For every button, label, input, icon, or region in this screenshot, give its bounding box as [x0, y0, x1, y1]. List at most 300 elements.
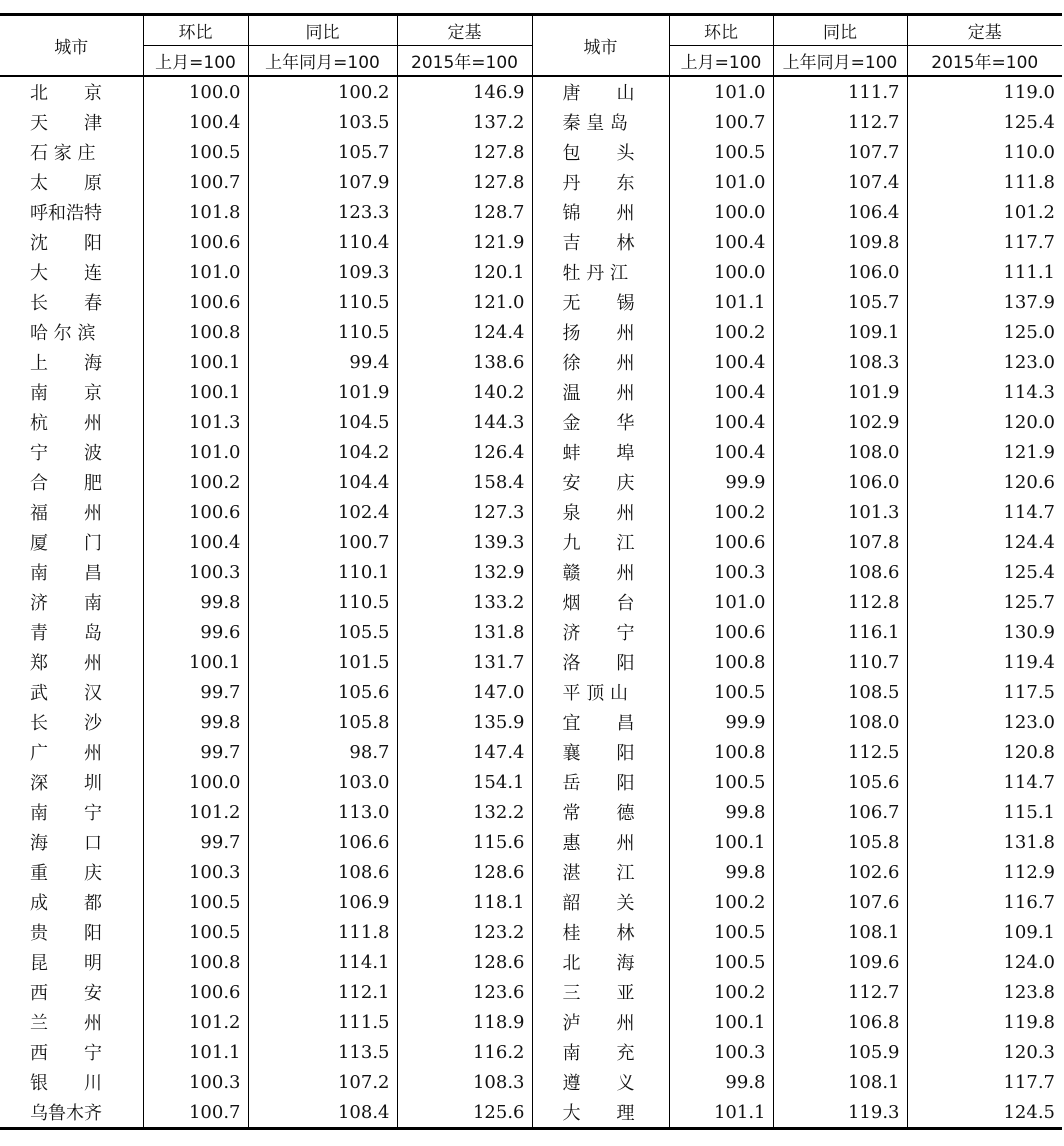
cell-city-right: [532, 287, 669, 317]
header-city-left: 城市: [0, 15, 143, 77]
cell-yoy-right: 106.4: [773, 197, 907, 227]
city-name: 唐 山: [562, 83, 635, 104]
cell-fixed-left: 108.3: [397, 1067, 532, 1097]
city-name: 西 宁: [30, 1043, 102, 1064]
cell-city-left: [0, 557, 143, 587]
cell-yoy-left: 112.1: [248, 977, 397, 1007]
cell-mom-right: 99.9: [669, 467, 773, 497]
cell-city-left: [0, 1097, 143, 1129]
cell-city-right: [532, 827, 669, 857]
cell-city-left: [0, 827, 143, 857]
cell-yoy-left: 113.5: [248, 1037, 397, 1067]
cell-city-right: [532, 377, 669, 407]
cell-yoy-right: 102.9: [773, 407, 907, 437]
header-row-1: [0, 15, 1062, 46]
header-mom-right: 环比: [669, 15, 773, 46]
cell-fixed-left: 128.6: [397, 947, 532, 977]
cell-fixed-left: 137.2: [397, 107, 532, 137]
table-row: [0, 1037, 1062, 1067]
header-fixed-left: 定基: [397, 15, 532, 46]
cell-mom-left: 99.6: [143, 617, 248, 647]
cell-fixed-right: 120.0: [1003, 411, 1055, 433]
cell-city-right: [532, 557, 669, 587]
cell-fixed-right: 115.1: [1003, 801, 1055, 823]
cell-mom-left: 100.6: [143, 287, 248, 317]
cell-fixed-left: 132.9: [397, 557, 532, 587]
cell-fixed-right: 119.0: [1003, 81, 1055, 103]
cell-mom-left: 100.0: [143, 76, 248, 107]
cell-fixed-left: 121.9: [397, 227, 532, 257]
city-name: 牡 丹 江: [562, 263, 628, 284]
cell-fixed-left: 158.4: [397, 467, 532, 497]
cell-yoy-left: 101.9: [248, 377, 397, 407]
cell-mom-left: 100.3: [143, 857, 248, 887]
cell-fixed-right: 116.7: [1003, 891, 1055, 913]
cell-city-right: [532, 617, 669, 647]
cell-mom-right: 100.5: [669, 677, 773, 707]
cell-fixed-left: 127.8: [397, 137, 532, 167]
cell-mom-left: 100.5: [143, 137, 248, 167]
cell-yoy-left: 123.3: [248, 197, 397, 227]
cell-fixed-right: 117.7: [1003, 231, 1055, 253]
price-index-table-wrapper: [0, 13, 1062, 1130]
cell-yoy-right: 107.4: [773, 167, 907, 197]
cell-mom-left: 100.3: [143, 1067, 248, 1097]
city-name: 蚌 埠: [562, 443, 635, 464]
table-row: [0, 587, 1062, 617]
city-name: 海 口: [30, 833, 102, 854]
city-name: 扬 州: [562, 323, 635, 344]
cell-fixed-right: 119.8: [1003, 1011, 1055, 1033]
cell-city-left: [0, 167, 143, 197]
cell-yoy-left: 104.4: [248, 467, 397, 497]
cell-yoy-right: 106.8: [773, 1007, 907, 1037]
cell-mom-right: 99.9: [669, 707, 773, 737]
cell-yoy-left: 104.2: [248, 437, 397, 467]
cell-city-left: [0, 677, 143, 707]
cell-mom-right: 101.1: [669, 287, 773, 317]
cell-yoy-left: 101.5: [248, 647, 397, 677]
cell-yoy-right: 108.6: [773, 557, 907, 587]
cell-fixed-right: 109.1: [1003, 921, 1055, 943]
city-name: 九 江: [562, 533, 635, 554]
cell-fixed-left: 118.1: [397, 887, 532, 917]
cell-city-left: [0, 76, 143, 107]
cell-fixed-right: 120.8: [1003, 741, 1055, 763]
header-mom-base-right: 上月=100: [669, 46, 773, 77]
cell-mom-left: 100.5: [143, 887, 248, 917]
cell-mom-right: 101.0: [669, 587, 773, 617]
cell-city-right: [532, 467, 669, 497]
cell-fixed-left: 121.0: [397, 287, 532, 317]
city-name: 哈 尔 滨: [30, 323, 96, 344]
cell-yoy-right: 109.1: [773, 317, 907, 347]
city-name: 南 昌: [30, 563, 102, 584]
cell-yoy-right: 106.0: [773, 257, 907, 287]
cell-yoy-right: 106.0: [773, 467, 907, 497]
cell-city-right: [532, 407, 669, 437]
cell-yoy-right: 116.1: [773, 617, 907, 647]
cell-yoy-left: 113.0: [248, 797, 397, 827]
cell-fixed-right: 120.3: [1003, 1041, 1055, 1063]
cell-mom-left: 99.7: [143, 827, 248, 857]
table-row: [0, 767, 1062, 797]
cell-yoy-left: 107.2: [248, 1067, 397, 1097]
cell-mom-left: 99.8: [143, 707, 248, 737]
cell-yoy-right: 109.8: [773, 227, 907, 257]
cell-city-right: [532, 107, 669, 137]
city-name: 济 南: [30, 593, 102, 614]
cell-mom-right: 100.8: [669, 737, 773, 767]
city-name: 太 原: [30, 173, 102, 194]
cell-yoy-left: 105.6: [248, 677, 397, 707]
header-fixed-base-left: 2015年=100: [397, 46, 532, 77]
cell-city-right: [532, 227, 669, 257]
table-row: [0, 137, 1062, 167]
cell-fixed-left: 131.7: [397, 647, 532, 677]
cell-fixed-left: 147.4: [397, 737, 532, 767]
cell-city-left: [0, 797, 143, 827]
city-name: 兰 州: [30, 1013, 102, 1034]
city-name: 呼和浩特: [30, 203, 102, 224]
cell-city-right: [532, 917, 669, 947]
cell-city-right: [532, 527, 669, 557]
cell-city-left: [0, 947, 143, 977]
cell-yoy-right: 105.9: [773, 1037, 907, 1067]
cell-mom-right: 100.7: [669, 107, 773, 137]
cell-yoy-left: 100.2: [248, 76, 397, 107]
table-body: [0, 76, 1062, 1129]
cell-city-left: [0, 437, 143, 467]
city-name: 烟 台: [562, 593, 635, 614]
cell-yoy-right: 101.9: [773, 377, 907, 407]
city-name: 乌鲁木齐: [30, 1103, 102, 1124]
table-row: [0, 377, 1062, 407]
cell-yoy-right: 108.3: [773, 347, 907, 377]
cell-fixed-right: 125.7: [1003, 591, 1055, 613]
table-row: [0, 497, 1062, 527]
cell-fixed-left: 125.6: [397, 1097, 532, 1129]
cell-mom-left: 100.4: [143, 527, 248, 557]
cell-yoy-left: 114.1: [248, 947, 397, 977]
cell-city-right: [532, 137, 669, 167]
cell-city-right: [532, 887, 669, 917]
cell-mom-left: 100.4: [143, 107, 248, 137]
cell-city-right: [532, 767, 669, 797]
city-name: 宁 波: [30, 443, 102, 464]
table-row: [0, 1097, 1062, 1129]
cell-yoy-left: 106.9: [248, 887, 397, 917]
cell-city-right: [532, 1097, 669, 1129]
table-row: [0, 887, 1062, 917]
cell-city-left: [0, 257, 143, 287]
city-name: 深 圳: [30, 773, 102, 794]
city-name: 济 宁: [562, 623, 635, 644]
city-name: 襄 阳: [562, 743, 635, 764]
cell-yoy-left: 110.5: [248, 587, 397, 617]
cell-city-left: [0, 227, 143, 257]
cell-yoy-right: 105.7: [773, 287, 907, 317]
cell-yoy-right: 105.8: [773, 827, 907, 857]
cell-fixed-right: 125.0: [1003, 321, 1055, 343]
cell-yoy-left: 109.3: [248, 257, 397, 287]
city-name: 天 津: [30, 113, 102, 134]
header-city-right: 城市: [532, 15, 669, 77]
cell-mom-right: 100.8: [669, 647, 773, 677]
cell-city-right: [532, 197, 669, 227]
cell-mom-left: 100.5: [143, 917, 248, 947]
table-row: [0, 527, 1062, 557]
table-row: [0, 857, 1062, 887]
cell-mom-left: 99.7: [143, 737, 248, 767]
table-row: [0, 917, 1062, 947]
cell-mom-left: 101.8: [143, 197, 248, 227]
cell-yoy-right: 109.6: [773, 947, 907, 977]
cell-yoy-right: 107.6: [773, 887, 907, 917]
cell-city-left: [0, 857, 143, 887]
cell-mom-right: 100.4: [669, 437, 773, 467]
cell-fixed-left: 128.6: [397, 857, 532, 887]
cell-mom-left: 101.0: [143, 437, 248, 467]
table-row: [0, 797, 1062, 827]
cell-yoy-right: 112.7: [773, 977, 907, 1007]
city-name: 常 德: [562, 803, 635, 824]
city-name: 丹 东: [562, 173, 635, 194]
cell-mom-left: 100.6: [143, 977, 248, 1007]
city-name: 福 州: [30, 503, 102, 524]
cell-yoy-right: 106.7: [773, 797, 907, 827]
cell-yoy-left: 100.7: [248, 527, 397, 557]
cell-city-left: [0, 617, 143, 647]
city-name: 洛 阳: [562, 653, 635, 674]
cell-city-left: [0, 197, 143, 227]
city-name: 三 亚: [562, 983, 635, 1004]
cell-yoy-left: 108.6: [248, 857, 397, 887]
cell-city-left: [0, 587, 143, 617]
table-row: [0, 647, 1062, 677]
cell-yoy-right: 108.5: [773, 677, 907, 707]
cell-yoy-left: 105.5: [248, 617, 397, 647]
cell-fixed-right: 119.4: [1003, 651, 1055, 673]
cell-mom-left: 100.1: [143, 377, 248, 407]
city-name: 北 海: [562, 953, 635, 974]
city-name: 南 充: [562, 1043, 635, 1064]
cell-mom-left: 100.7: [143, 1097, 248, 1129]
city-name: 秦 皇 岛: [562, 113, 628, 134]
city-name: 包 头: [562, 143, 635, 164]
cell-city-right: [532, 737, 669, 767]
cell-fixed-left: 139.3: [397, 527, 532, 557]
cell-fixed-left: 123.2: [397, 917, 532, 947]
cell-fixed-right: 120.6: [1003, 471, 1055, 493]
city-name: 重 庆: [30, 863, 102, 884]
cell-mom-right: 100.2: [669, 497, 773, 527]
cell-yoy-left: 106.6: [248, 827, 397, 857]
cell-mom-right: 100.2: [669, 887, 773, 917]
cell-fixed-left: 123.6: [397, 977, 532, 1007]
cell-mom-left: 100.1: [143, 347, 248, 377]
cell-yoy-right: 105.6: [773, 767, 907, 797]
cell-city-left: [0, 1007, 143, 1037]
cell-city-right: [532, 707, 669, 737]
cell-yoy-right: 107.8: [773, 527, 907, 557]
city-name: 惠 州: [562, 833, 635, 854]
cell-fixed-left: 146.9: [397, 76, 532, 107]
cell-yoy-left: 98.7: [248, 737, 397, 767]
city-name: 遵 义: [562, 1073, 635, 1094]
city-name: 武 汉: [30, 683, 102, 704]
cell-mom-left: 100.6: [143, 227, 248, 257]
table-row: [0, 347, 1062, 377]
table-row: [0, 947, 1062, 977]
cell-mom-left: 101.1: [143, 1037, 248, 1067]
cell-yoy-left: 104.5: [248, 407, 397, 437]
header-row-2: [0, 46, 1062, 77]
cell-mom-left: 100.3: [143, 557, 248, 587]
city-name: 沈 阳: [30, 233, 102, 254]
cell-mom-right: 100.5: [669, 947, 773, 977]
cell-mom-left: 100.7: [143, 167, 248, 197]
cell-fixed-right: 117.7: [1003, 1071, 1055, 1093]
cell-mom-right: 100.6: [669, 617, 773, 647]
cell-fixed-left: 126.4: [397, 437, 532, 467]
city-name: 大 连: [30, 263, 102, 284]
city-name: 徐 州: [562, 353, 635, 374]
cell-yoy-left: 111.5: [248, 1007, 397, 1037]
cell-fixed-right: 114.7: [1003, 771, 1055, 793]
table-row: [0, 167, 1062, 197]
cell-fixed-right: 130.9: [1003, 621, 1055, 643]
header-mom-left: 环比: [143, 15, 248, 46]
cell-fixed-right: 125.4: [1003, 111, 1055, 133]
city-name: 赣 州: [562, 563, 635, 584]
cell-fixed-right: 111.8: [1003, 171, 1055, 193]
cell-yoy-right: 108.1: [773, 917, 907, 947]
city-name: 广 州: [30, 743, 102, 764]
city-name: 厦 门: [30, 533, 102, 554]
cell-city-right: [532, 317, 669, 347]
cell-yoy-left: 102.4: [248, 497, 397, 527]
city-name: 长 沙: [30, 713, 102, 734]
cell-city-left: [0, 497, 143, 527]
city-name: 合 肥: [30, 473, 102, 494]
cell-mom-left: 101.3: [143, 407, 248, 437]
city-name: 吉 林: [562, 233, 635, 254]
table-row: [0, 557, 1062, 587]
cell-mom-right: 100.4: [669, 377, 773, 407]
cell-yoy-left: 105.8: [248, 707, 397, 737]
table-row: [0, 677, 1062, 707]
table-row: [0, 827, 1062, 857]
cell-yoy-right: 108.1: [773, 1067, 907, 1097]
cell-mom-right: 100.5: [669, 767, 773, 797]
cell-fixed-right: 114.3: [1003, 381, 1055, 403]
city-name: 大 理: [562, 1103, 635, 1124]
cell-mom-right: 101.0: [669, 167, 773, 197]
cell-fixed-left: 127.3: [397, 497, 532, 527]
cell-yoy-left: 103.5: [248, 107, 397, 137]
cell-city-left: [0, 377, 143, 407]
header-yoy-right: 同比: [773, 15, 907, 46]
cell-yoy-right: 112.5: [773, 737, 907, 767]
cell-fixed-left: 127.8: [397, 167, 532, 197]
city-name: 无 锡: [562, 293, 635, 314]
cell-city-left: [0, 887, 143, 917]
cell-fixed-right: 117.5: [1003, 681, 1055, 703]
city-name: 北 京: [30, 83, 102, 104]
cell-mom-right: 100.6: [669, 527, 773, 557]
cell-fixed-left: 135.9: [397, 707, 532, 737]
cell-mom-right: 100.5: [669, 137, 773, 167]
cell-yoy-left: 107.9: [248, 167, 397, 197]
cell-fixed-right: 124.0: [1003, 951, 1055, 973]
cell-mom-right: 100.2: [669, 317, 773, 347]
cell-city-right: [532, 677, 669, 707]
cell-yoy-left: 103.0: [248, 767, 397, 797]
cell-fixed-left: 132.2: [397, 797, 532, 827]
city-name: 泸 州: [562, 1013, 635, 1034]
cell-city-right: [532, 497, 669, 527]
cell-fixed-left: 144.3: [397, 407, 532, 437]
cell-fixed-left: 131.8: [397, 617, 532, 647]
cell-yoy-left: 99.4: [248, 347, 397, 377]
header-yoy-base-left: 上年同月=100: [248, 46, 397, 77]
cell-fixed-right: 101.2: [1003, 201, 1055, 223]
cell-fixed-left: 138.6: [397, 347, 532, 377]
cell-city-right: [532, 647, 669, 677]
cell-mom-left: 100.8: [143, 947, 248, 977]
cell-city-left: [0, 1067, 143, 1097]
cell-mom-right: 100.3: [669, 557, 773, 587]
cell-city-right: [532, 167, 669, 197]
cell-city-right: [532, 76, 669, 107]
city-name: 桂 林: [562, 923, 635, 944]
header-mom-base-left: 上月=100: [143, 46, 248, 77]
cell-fixed-right: 137.9: [1003, 291, 1055, 313]
city-name: 石 家 庄: [30, 143, 96, 164]
cell-mom-left: 99.8: [143, 587, 248, 617]
cell-yoy-right: 111.7: [773, 76, 907, 107]
city-name: 岳 阳: [562, 773, 635, 794]
cell-mom-left: 101.2: [143, 1007, 248, 1037]
cell-city-right: [532, 347, 669, 377]
cell-city-left: [0, 737, 143, 767]
table-row: [0, 257, 1062, 287]
city-name: 泉 州: [562, 503, 635, 524]
table-row: [0, 617, 1062, 647]
cell-city-left: [0, 407, 143, 437]
cell-mom-right: 101.1: [669, 1097, 773, 1129]
table-row: [0, 1067, 1062, 1097]
cell-fixed-left: 116.2: [397, 1037, 532, 1067]
cell-yoy-left: 111.8: [248, 917, 397, 947]
cell-city-right: [532, 947, 669, 977]
cell-city-right: [532, 437, 669, 467]
cell-fixed-right: 124.4: [1003, 531, 1055, 553]
city-name: 南 宁: [30, 803, 102, 824]
city-name: 昆 明: [30, 953, 102, 974]
cell-fixed-right: 111.1: [1003, 261, 1055, 283]
cell-yoy-right: 108.0: [773, 707, 907, 737]
cell-yoy-left: 110.5: [248, 317, 397, 347]
cell-city-left: [0, 1037, 143, 1067]
city-name: 宜 昌: [562, 713, 635, 734]
header-yoy-left: 同比: [248, 15, 397, 46]
cell-city-left: [0, 467, 143, 497]
cell-mom-right: 100.0: [669, 257, 773, 287]
table-row: [0, 407, 1062, 437]
cell-mom-right: 100.5: [669, 917, 773, 947]
